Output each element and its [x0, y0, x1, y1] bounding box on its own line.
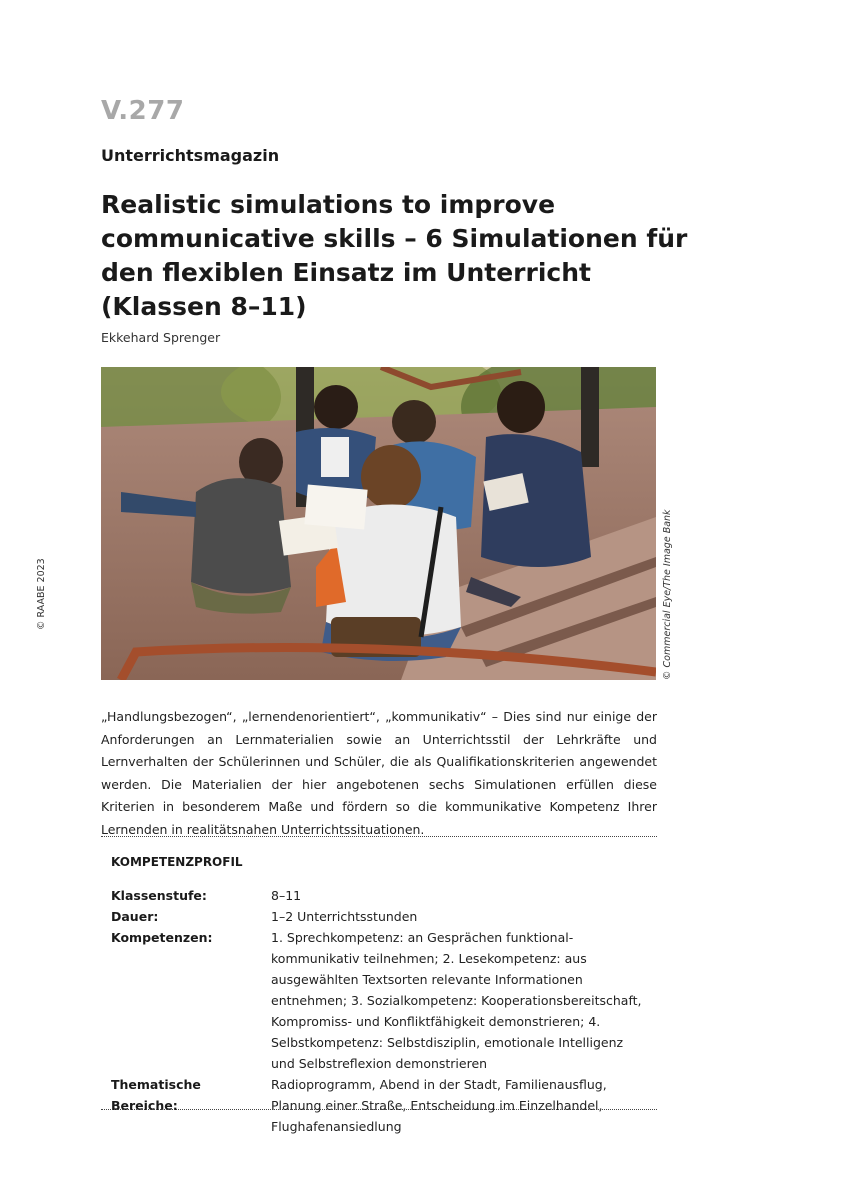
photo-credit: © Commercial Eye/The Image Bank — [662, 509, 673, 680]
intro-paragraph: „Handlungsbezogen“, „lernendenorientiert“, „kommunikativ“ – Dies sind nur einige der Anforderungen an Lernmaterialien sowie an Unterrichtsstil der Lehrkräfte und Lernverhalten der Schülerinnen und Schüler, die als Qualifikationskriterien angewendet werden. Die Materialien der hier angebotenen sechs Simulationen erfüllen diese Kriterien in besonderem Maße und fördern so die kommunikative Kompetenz Ihrer Lernenden in realitätsnahen Unterrichtssituationen. — [101, 709, 657, 837]
profile-value: 1–2 Unterrichtsstunden — [271, 909, 418, 924]
bottom-dotted-rule — [101, 1109, 657, 1110]
unit-code: V.277 — [101, 96, 185, 126]
profile-value: Radioprogramm, Abend in der Stadt, Familienausflug, Planung einer Straße, Entscheidung im Einzelhandel, Flughafenansiedlung — [271, 1077, 607, 1134]
author-name: Ekkehard Sprenger — [101, 330, 221, 345]
profile-heading: KOMPETENZPROFIL — [111, 855, 243, 869]
profile-label: Thematische Bereiche: — [111, 1077, 201, 1113]
competence-profile — [111, 855, 651, 1137]
profile-row-topics — [111, 1074, 651, 1137]
magazine-label: Unterrichtsmagazin — [101, 146, 280, 165]
profile-label: Kompetenzen: — [111, 930, 213, 945]
profile-row-competences — [111, 927, 651, 1074]
page-title: Realistic simulations to improve communicative skills – 6 Simulationen für den flexiblen Einsatz im Unterricht (Klassen 8–11) — [101, 190, 688, 321]
profile-value: 1. Sprechkompetenz: an Gesprächen funktional-kommunikativ teilnehmen; 2. Lesekompetenz: aus ausgewählten Textsorten relevante Informationen entnehmen; 3. Sozialkompetenz: Kooperationsbereitschaft, Kompromiss- und Konfliktfähigkeit demonstrieren; 4. Selbstkompetenz: Selbstdisziplin, emotionale Intelligenz und Selbstreflexion demonstrieren — [271, 930, 642, 1071]
profile-row-duration — [111, 906, 651, 927]
profile-label: Klassenstufe: — [111, 888, 207, 903]
students-photo — [101, 367, 656, 680]
side-copyright: © RAABE 2023 — [36, 558, 47, 630]
profile-row-grade — [111, 885, 651, 906]
profile-value: 8–11 — [271, 888, 302, 903]
profile-label: Dauer: — [111, 909, 159, 924]
top-dotted-rule — [101, 836, 657, 837]
